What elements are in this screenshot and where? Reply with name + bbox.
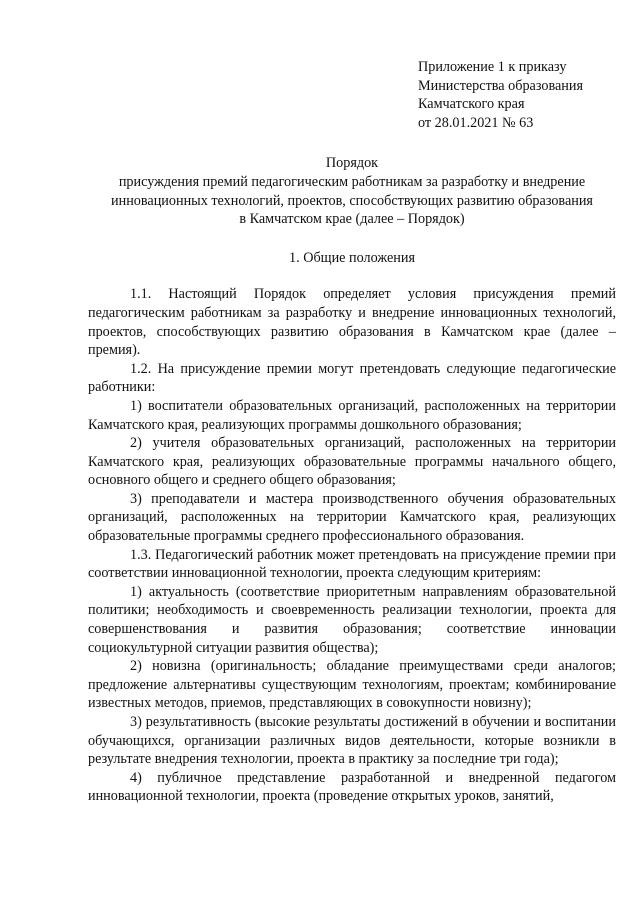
title-line-2: инновационных технологий, проектов, способствующих развитию образования [111, 192, 593, 209]
paragraph-1-2: 1.2. На присуждение премии могут претендовать следующие педагогические работники: [88, 360, 616, 396]
list-item-teachers: 2) учителя образовательных организаций, расположенных на территории Камчатского края, реализующих образовательные программы начального общего, основного общего и среднего общего образования; [88, 435, 616, 489]
appendix-line-3: Камчатского края [418, 96, 525, 113]
document-body [88, 285, 616, 806]
section-heading: 1. Общие положения [289, 249, 415, 266]
title-line-3: в Камчатском крае (далее – Порядок) [239, 211, 465, 228]
document-title [88, 154, 616, 228]
appendix-block [418, 58, 616, 132]
paragraph-1-1: 1.1. Настоящий Порядок определяет условия присуждения премий педагогическим работникам за разработку и внедрение инновационных технологий, проектов, способствующих развитию образования в Камчатском крае (далее – премия). [88, 286, 616, 359]
title-line-1: присуждения премий педагогическим работникам за разработку и внедрение [118, 173, 586, 190]
appendix-line-2: Министерства образования [418, 77, 583, 94]
title-heading: Порядок [325, 155, 379, 172]
appendix-line-4: от 28.01.2021 № 63 [418, 114, 534, 131]
criterion-relevance: 1) актуальность (соответствие приоритетным направлениям образовательной политики; необходимость и своевременность реализации технологии, проекта для совершенствования и развития образования; соответствие инновации социокультурной ситуации развития общества); [88, 583, 616, 656]
list-item-preschool: 1) воспитатели образовательных организаций, расположенных на территории Камчатского края, реализующих программы дошкольного образования; [88, 397, 616, 433]
criterion-effectiveness: 3) результативность (высокие результаты достижений в обучении и воспитании обучающихся, организации различных видов деятельности, которые возникли в результате внедрения технологии, проекта в практику за последние три года); [88, 714, 616, 768]
criterion-public-presentation: 4) публичное представление разработанной и внедренной педагогом инновационной технологии, проекта (проведение открытых уроков, занятий, [88, 769, 616, 805]
list-item-vocational: 3) преподаватели и мастера производственного обучения образовательных организаций, расположенных на территории Камчатского края, реализующих образовательные программы среднего профессионального образования. [88, 490, 616, 545]
criterion-novelty: 2) новизна (оригинальность; обладание преимуществами среди аналогов; предложение альтернативы существующим технологиям, проектам; комбинирование известных методов, приемов, представляющих в совокупности новизну); [88, 658, 616, 712]
paragraph-1-3: 1.3. Педагогический работник может претендовать на присуждение премии при соответствии инновационной технологии, проекта следующим критериям: [88, 546, 616, 582]
appendix-line-1: Приложение 1 к приказу [418, 59, 567, 75]
